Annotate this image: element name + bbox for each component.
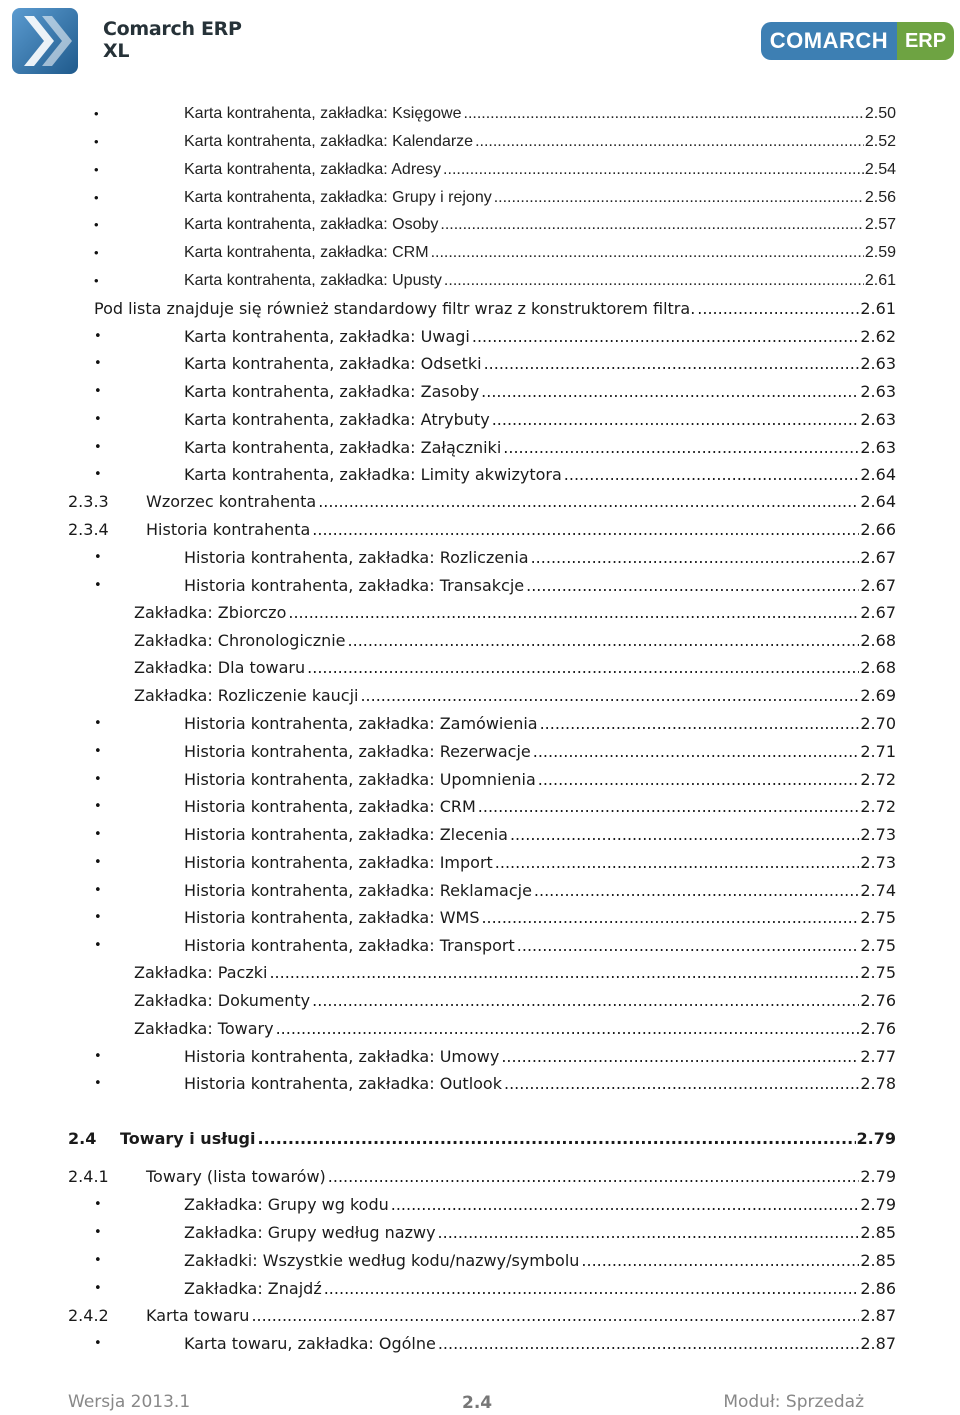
toc-entry-label: Historia kontrahenta, zakładka: Zlecenia: [184, 825, 508, 844]
toc-entry[interactable]: [134, 1017, 896, 1041]
product-title-line2: XL: [103, 40, 130, 62]
bullet-icon: •: [94, 1076, 102, 1091]
toc-entry-page: 2.85: [860, 1251, 896, 1270]
toc-entry-label: Historia kontrahenta, zakładka: Outlook: [184, 1074, 502, 1093]
toc-entry-page: 2.67: [860, 603, 896, 622]
toc-entry[interactable]: [94, 269, 896, 293]
toc-entry-page: 2.59: [864, 244, 896, 261]
bullet-icon: •: [94, 467, 102, 482]
toc-dot-leader: [431, 241, 864, 265]
toc-entry-label: Karta kontrahenta, zakładka: Uwagi: [184, 327, 470, 346]
bullet-icon: •: [94, 827, 102, 842]
bullet-icon: •: [94, 1281, 102, 1296]
toc-entry-number: 2.3.3: [68, 492, 109, 511]
toc-entry-label: Zakładka: Chronologicznie: [134, 631, 346, 650]
toc-entry-number: 2.4.1: [68, 1167, 109, 1186]
toc-entry[interactable]: [94, 712, 896, 736]
bullet-icon: •: [94, 245, 99, 260]
toc-entry[interactable]: [94, 795, 896, 819]
bullet-icon: •: [94, 716, 102, 731]
toc-dot-leader: [443, 158, 864, 182]
toc-dot-leader: [307, 656, 859, 680]
toc-entry-number: 2.4: [68, 1129, 97, 1148]
toc-entry-page: 2.76: [860, 991, 896, 1010]
toc-entry-page: 2.61: [860, 299, 896, 318]
toc-entry-page: 2.75: [860, 963, 896, 982]
bullet-icon: •: [94, 1197, 102, 1212]
toc-entry[interactable]: [134, 656, 896, 680]
toc-entry-page: 2.75: [860, 936, 896, 955]
toc-entry-label: Karta towaru: [146, 1306, 250, 1325]
comarch-logo-icon: [10, 6, 80, 76]
toc-entry[interactable]: [94, 213, 896, 237]
toc-entry[interactable]: [94, 740, 896, 764]
bullet-icon: •: [94, 412, 102, 427]
toc-dot-leader: [328, 1165, 860, 1189]
toc-entry[interactable]: [94, 352, 896, 376]
bullet-icon: •: [94, 217, 99, 232]
brand-name: COMARCH: [761, 22, 897, 60]
toc-entry[interactable]: [94, 186, 896, 210]
toc-entry-label: Wzorzec kontrahenta: [146, 492, 317, 511]
toc-entry-label: Zakładka: Znajdź: [184, 1279, 322, 1298]
toc-entry-label: Historia kontrahenta, zakładka: CRM: [184, 797, 476, 816]
toc-entry[interactable]: [94, 130, 896, 154]
bullet-icon: •: [94, 134, 99, 149]
toc-entry[interactable]: [94, 380, 896, 404]
toc-entry[interactable]: [94, 879, 896, 903]
toc-entry-number: 2.3.4: [68, 520, 109, 539]
toc-entry-page: 2.85: [860, 1223, 896, 1242]
toc-entry[interactable]: [134, 601, 896, 625]
toc-dot-leader: [440, 213, 863, 237]
toc-entry[interactable]: [94, 408, 896, 432]
toc-entry-label: Historia kontrahenta, zakładka: Umowy: [184, 1047, 500, 1066]
toc-dot-leader: [348, 629, 860, 653]
toc-entry-label: Zakładka: Grupy według nazwy: [184, 1223, 436, 1242]
toc-entry[interactable]: [94, 463, 896, 487]
toc-entry-label: Zakładka: Zbiorczo: [134, 603, 287, 622]
toc-entry-label: Historia kontrahenta, zakładka: Transport: [184, 936, 515, 955]
toc-entry[interactable]: [94, 546, 896, 570]
toc-dot-leader: [481, 906, 859, 930]
toc-entry-page: 2.87: [860, 1334, 896, 1353]
toc-entry-page: 2.57: [864, 216, 896, 233]
toc-entry-label: Karta towaru, zakładka: Ogólne: [184, 1334, 436, 1353]
toc-entry-label: Karta kontrahenta, zakładka: Zasoby: [184, 382, 480, 401]
toc-entry-label: Towary (lista towarów): [146, 1167, 326, 1186]
toc-dot-leader: [391, 1193, 860, 1217]
toc-dot-leader: [288, 601, 859, 625]
toc-entry[interactable]: [94, 1249, 896, 1273]
toc-entry[interactable]: [134, 961, 896, 985]
toc-entry-label: Historia kontrahenta, zakładka: Upomnienia: [184, 770, 536, 789]
toc-entry-label: Historia kontrahenta, zakładka: Transakcje: [184, 576, 525, 595]
toc-entry-label: Pod lista znajduje się również standardowy filtr wraz z konstruktorem filtra.: [94, 299, 696, 318]
toc-entry-label: Zakładka: Grupy wg kodu: [184, 1195, 389, 1214]
toc-entry-page: 2.50: [864, 105, 896, 122]
toc-entry-page: 2.52: [864, 133, 896, 150]
toc-dot-leader: [495, 851, 860, 875]
toc-dot-leader: [484, 352, 860, 376]
toc-dot-leader: [517, 934, 860, 958]
toc-entry[interactable]: [94, 851, 896, 875]
toc-entry-page: 2.66: [860, 520, 896, 539]
bullet-icon: •: [94, 190, 99, 205]
page-header: [0, 0, 960, 90]
footer-module: Moduł: Sprzedaż: [723, 1392, 864, 1412]
toc-entry-page: 2.62: [860, 327, 896, 346]
footer-page-number: 2.4: [462, 1393, 493, 1413]
toc-entry-page: 2.56: [864, 189, 896, 206]
toc-entry-label: Karta kontrahenta, zakładka: Grupy i rejony: [184, 189, 492, 206]
toc-entry-label: Karta kontrahenta, zakładka: Odsetki: [184, 354, 482, 373]
toc-entry-page: 2.73: [860, 853, 896, 872]
toc-entry[interactable]: [134, 629, 896, 653]
toc-entry-label: Karta kontrahenta, zakładka: Osoby: [184, 216, 439, 233]
toc-entry-page: 2.77: [860, 1047, 896, 1066]
toc-entry[interactable]: [94, 158, 896, 182]
bullet-icon: •: [94, 329, 102, 344]
toc-entry-page: 2.73: [860, 825, 896, 844]
toc-entry-page: 2.86: [860, 1279, 896, 1298]
toc-dot-leader: [531, 546, 860, 570]
toc-dot-leader: [481, 380, 859, 404]
bullet-icon: •: [94, 910, 102, 925]
toc-entry-label: Historia kontrahenta, zakładka: Reklamacje: [184, 881, 532, 900]
toc-dot-leader: [444, 269, 864, 293]
bullet-icon: •: [94, 1253, 102, 1268]
toc-entry-label: Historia kontrahenta, zakładka: Import: [184, 853, 493, 872]
toc-dot-leader: [540, 712, 860, 736]
toc-entry[interactable]: [68, 1304, 896, 1328]
toc-entry-page: 2.79: [860, 1167, 896, 1186]
toc-entry[interactable]: [68, 490, 896, 514]
toc-entry[interactable]: [94, 1221, 896, 1245]
toc-dot-leader: [504, 1072, 859, 1096]
toc-dot-leader: [312, 989, 859, 1013]
bullet-icon: •: [94, 1049, 102, 1064]
bullet-icon: •: [94, 384, 102, 399]
bullet-icon: •: [94, 162, 99, 177]
toc-entry-label: Karta kontrahenta, zakładka: Kalendarze: [184, 133, 474, 150]
toc-entry-label: Zakładka: Rozliczenie kaucji: [134, 686, 359, 705]
toc-entry-page: 2.70: [860, 714, 896, 733]
toc-entry-page: 2.63: [860, 382, 896, 401]
toc-dot-leader: [564, 463, 860, 487]
toc-dot-leader: [503, 436, 859, 460]
toc-entry-label: Zakładki: Wszystkie według kodu/nazwy/symbolu: [184, 1251, 580, 1270]
toc-entry-page: 2.74: [860, 881, 896, 900]
toc-entry[interactable]: [68, 1165, 896, 1189]
bullet-icon: •: [94, 855, 102, 870]
toc-dot-leader: [526, 574, 859, 598]
toc-entry[interactable]: [94, 1277, 896, 1301]
toc-entry-label: Karta kontrahenta, zakładka: Atrybuty: [184, 410, 490, 429]
toc-entry[interactable]: [94, 297, 896, 321]
bullet-icon: •: [94, 772, 102, 787]
toc-entry-label: Historia kontrahenta: [146, 520, 311, 539]
toc-dot-leader: [438, 1332, 860, 1356]
toc-entry-page: 2.76: [860, 1019, 896, 1038]
toc-dot-leader: [251, 1304, 859, 1328]
toc-entry-label: Karta kontrahenta, zakładka: Księgowe: [184, 105, 462, 122]
toc-entry-label: Zakładka: Dokumenty: [134, 991, 311, 1010]
toc-entry[interactable]: [94, 1193, 896, 1217]
brand-erp: ERP: [897, 22, 954, 60]
toc-dot-leader: [478, 795, 860, 819]
toc-entry[interactable]: [134, 684, 896, 708]
toc-dot-leader: [318, 490, 859, 514]
toc-dot-leader: [276, 1017, 860, 1041]
toc-entry-label: Karta kontrahenta, zakładka: Adresy: [184, 161, 442, 178]
bullet-icon: •: [94, 744, 102, 759]
bullet-icon: •: [94, 938, 102, 953]
toc-dot-leader: [438, 1221, 860, 1245]
toc-dot-leader: [501, 1045, 859, 1069]
toc-entry-page: 2.61: [864, 272, 896, 289]
toc-entry-label: Historia kontrahenta, zakładka: Zamówienia: [184, 714, 538, 733]
toc-entry[interactable]: [94, 241, 896, 265]
toc-entry-page: 2.71: [860, 742, 896, 761]
toc-entry[interactable]: [134, 989, 896, 1013]
toc-entry-page: 2.87: [860, 1306, 896, 1325]
toc-entry-label: Zakładka: Towary: [134, 1019, 274, 1038]
toc-entry[interactable]: [94, 325, 896, 349]
bullet-icon: •: [94, 883, 102, 898]
bullet-icon: •: [94, 578, 102, 593]
toc-entry-page: 2.68: [860, 631, 896, 650]
toc-dot-leader: [324, 1277, 860, 1301]
toc-entry[interactable]: [68, 1127, 896, 1151]
toc-entry-label: Historia kontrahenta, zakładka: Rozliczenia: [184, 548, 529, 567]
toc-entry[interactable]: [94, 1332, 896, 1356]
toc-entry[interactable]: [94, 436, 896, 460]
toc-dot-leader: [538, 768, 860, 792]
toc-entry-page: 2.67: [860, 576, 896, 595]
toc-entry-label: Karta kontrahenta, zakładka: CRM: [184, 244, 429, 261]
bullet-icon: •: [94, 799, 102, 814]
toc-entry-page: 2.75: [860, 908, 896, 927]
toc-entry[interactable]: [94, 934, 896, 958]
toc-entry-page: 2.64: [860, 492, 896, 511]
toc-entry-label: Zakładka: Paczki: [134, 963, 268, 982]
toc-entry[interactable]: [94, 574, 896, 598]
toc-entry-label: Karta kontrahenta, zakładka: Limity akwizytora: [184, 465, 562, 484]
product-title-line1: Comarch ERP: [103, 18, 242, 40]
toc-entry-page: 2.54: [864, 161, 896, 178]
toc-entry-label: Karta kontrahenta, zakładka: Załączniki: [184, 438, 502, 457]
footer-version: Wersja 2013.1: [68, 1392, 191, 1412]
toc-dot-leader: [464, 102, 864, 126]
toc-entry-page: 2.63: [860, 410, 896, 429]
bullet-icon: •: [94, 273, 99, 288]
toc-entry-page: 2.72: [860, 770, 896, 789]
toc-entry[interactable]: [68, 518, 896, 542]
toc-entry[interactable]: [94, 1045, 896, 1069]
toc-entry-page: 2.79: [860, 1195, 896, 1214]
toc-entry[interactable]: [94, 823, 896, 847]
toc-dot-leader: [257, 1127, 855, 1151]
product-title: [103, 18, 242, 62]
toc-entry-number: 2.4.2: [68, 1306, 109, 1325]
toc-dot-leader: [472, 325, 860, 349]
toc-entry[interactable]: [94, 768, 896, 792]
toc-dot-leader: [510, 823, 859, 847]
toc-entry-page: 2.69: [860, 686, 896, 705]
toc-entry-label: Karta kontrahenta, zakładka: Upusty: [184, 272, 442, 289]
toc-entry-page: 2.72: [860, 797, 896, 816]
toc-entry-label: Zakładka: Dla towaru: [134, 658, 306, 677]
toc-dot-leader: [494, 186, 864, 210]
toc-dot-leader: [533, 740, 860, 764]
toc-dot-leader: [312, 518, 859, 542]
toc-dot-leader: [269, 961, 859, 985]
toc-dot-leader: [475, 130, 864, 154]
toc-entry-label: Historia kontrahenta, zakładka: WMS: [184, 908, 480, 927]
toc-entry[interactable]: [94, 102, 896, 126]
toc-entry-page: 2.67: [860, 548, 896, 567]
bullet-icon: •: [94, 1225, 102, 1240]
toc-dot-leader: [581, 1249, 859, 1273]
toc-dot-leader: [697, 297, 859, 321]
toc-entry-page: 2.63: [860, 354, 896, 373]
bullet-icon: •: [94, 356, 102, 371]
bullet-icon: •: [94, 106, 99, 121]
toc-entry-page: 2.78: [860, 1074, 896, 1093]
bullet-icon: •: [94, 550, 102, 565]
bullet-icon: •: [94, 440, 102, 455]
toc-entry-label: Towary i usługi: [120, 1129, 256, 1148]
toc-dot-leader: [534, 879, 859, 903]
toc-entry-page: 2.79: [856, 1129, 896, 1148]
toc-entry-page: 2.68: [860, 658, 896, 677]
bullet-icon: •: [94, 1336, 102, 1351]
toc-entry[interactable]: [94, 1072, 896, 1096]
comarch-erp-badge: [761, 22, 954, 60]
toc-entry-page: 2.63: [860, 438, 896, 457]
toc-entry-label: Historia kontrahenta, zakładka: Rezerwacje: [184, 742, 531, 761]
toc-entry-page: 2.64: [860, 465, 896, 484]
toc-dot-leader: [360, 684, 859, 708]
toc-dot-leader: [492, 408, 860, 432]
toc-entry[interactable]: [94, 906, 896, 930]
